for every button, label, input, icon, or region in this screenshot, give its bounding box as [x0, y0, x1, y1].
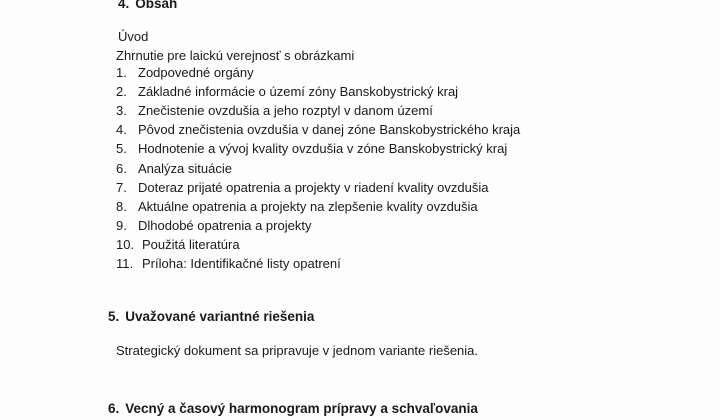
section-6-number: 6. — [108, 401, 120, 416]
toc-item — [116, 180, 488, 195]
toc-item-text: Analýza situácie — [138, 160, 232, 176]
toc-item-text: Príloha: Identifikačné listy opatrení — [142, 256, 341, 271]
toc-item — [116, 65, 254, 80]
section-5-body: Strategický dokument sa pripravuje v jednom variante riešenia. — [116, 343, 479, 358]
toc-item — [116, 141, 507, 156]
toc-item — [116, 256, 341, 271]
toc-item-text: Pôvod znečistenia ovzdušia v danej zóne Banskobystrického kraja — [138, 122, 521, 138]
toc-item-text: Doteraz prijaté opatrenia a projekty v riadení kvality ovzdušia — [138, 179, 489, 195]
toc-item-number: 6. — [116, 160, 127, 176]
toc-item-number: 3. — [116, 103, 127, 119]
intro-line: Úvod — [118, 29, 149, 44]
section-4-heading — [118, 0, 177, 11]
section-6-heading — [108, 401, 478, 416]
toc-item-text: Aktuálne opatrenia a projekty na zlepšenie kvality ovzdušia — [138, 198, 478, 214]
toc-item — [116, 103, 433, 118]
toc-item-number: 10. — [116, 236, 135, 252]
toc-item — [116, 218, 311, 233]
section-6-title: Vecný a časový harmonogram prípravy a schvaľovania — [125, 401, 478, 416]
toc-item — [116, 237, 240, 252]
toc-item-text: Dlhodobé opatrenia a projekty — [138, 217, 312, 233]
toc-item-text: Znečistenie ovzdušia a jeho rozptyl v danom území — [138, 103, 433, 119]
section-5-number: 5. — [108, 309, 120, 324]
toc-item-text: Základné informácie o území zóny Banskobystrický kraj — [138, 84, 459, 100]
section-5-title: Uvažované variantné riešenia — [125, 309, 315, 324]
toc-item-number: 11. — [116, 256, 134, 271]
toc-item-number: 9. — [116, 217, 127, 233]
toc-item-number: 1. — [116, 65, 127, 80]
toc-item-text: Použitá literatúra — [142, 236, 240, 252]
summary-line: Zhrnutie pre laickú verejnosť s obrázkami — [116, 48, 355, 63]
toc-item — [116, 84, 458, 99]
toc-item-number: 2. — [116, 84, 127, 100]
section-5-heading — [108, 309, 314, 324]
toc-item-number: 8. — [116, 198, 127, 214]
toc-item-text: Hodnotenie a vývoj kvality ovzdušia v zóne Banskobystrický kraj — [138, 141, 508, 157]
section-4-number: 4. — [118, 0, 130, 11]
toc-item — [116, 161, 232, 176]
section-4-title: Obsah — [135, 0, 178, 11]
toc-item-number: 5. — [116, 141, 127, 157]
toc-item-number: 4. — [116, 122, 127, 138]
toc-item-number: 7. — [116, 179, 127, 195]
toc-item — [116, 199, 478, 214]
toc-item-text: Zodpovedné orgány — [138, 65, 254, 80]
toc-item — [116, 122, 520, 137]
